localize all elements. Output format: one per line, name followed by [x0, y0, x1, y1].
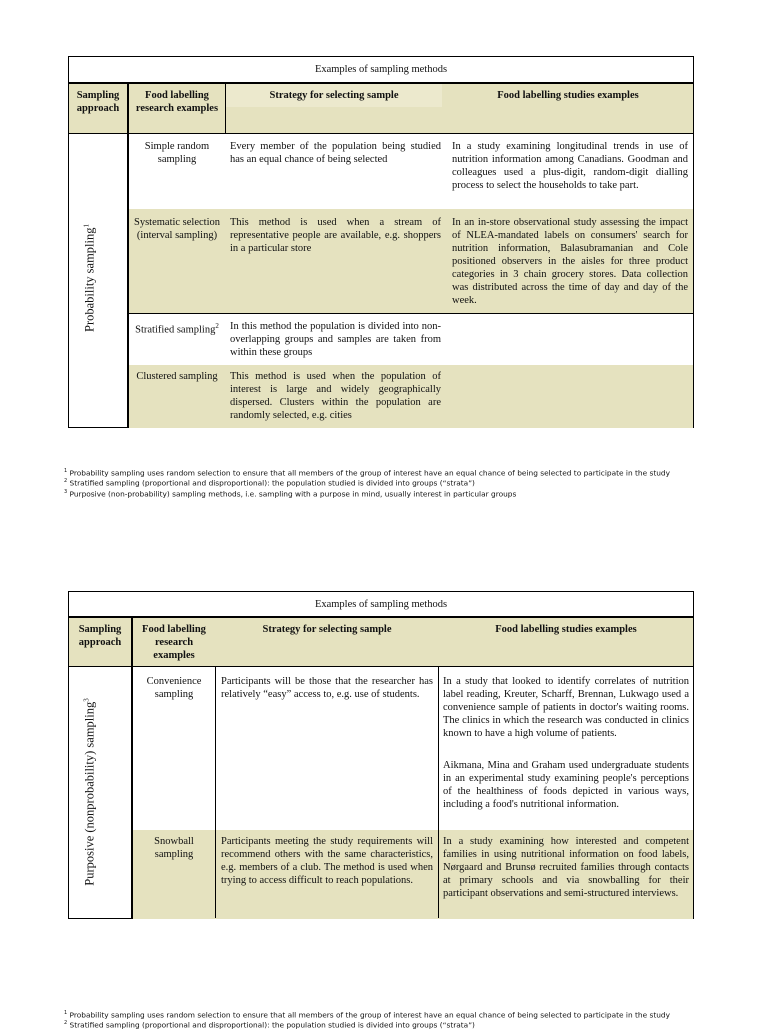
method-snowball: Snowball sampling — [154, 836, 194, 860]
row-separator — [129, 313, 693, 314]
header-strategy: Strategy for selecting sample — [262, 624, 392, 635]
footnote: $^2$ Stratified sampling (proportional and disproportional): the population studied is divided into groups (“strata”) — [64, 478, 475, 488]
method-clustered: Clustered sampling — [136, 371, 218, 382]
table-header-row — [69, 84, 693, 134]
header-studies-examples: Food labelling studies examples — [495, 624, 637, 635]
footnote: $^3$ Purposive (non-probability) sampling methods, i.e. sampling with a purpose in mind, usually interest in particular groups — [64, 489, 517, 499]
header-sampling-approach: Sampling approach — [78, 624, 122, 648]
table-header-row — [69, 618, 693, 667]
strategy-convenience: Participants will be those that the researcher has relatively “easy” access to, e.g. use of students. — [221, 676, 433, 700]
strategy-systematic: This method is used when a stream of representative people are available, e.g. shoppers in a particular store — [230, 217, 441, 254]
footnote: $^1$ Probability sampling uses random selection to ensure that all members of the group of interest have an equal chance of being selected to participate in the study — [64, 1010, 670, 1020]
approach-label-probability: Probability sampling$^1$ — [82, 223, 97, 333]
column-divider — [438, 667, 439, 918]
footnote: $^1$ Probability sampling uses random selection to ensure that all members of the group of interest have an equal chance of being selected to participate in the study — [64, 468, 670, 478]
method-convenience: Convenience sampling — [146, 676, 202, 700]
header-research-examples: Food labelling research examples — [142, 624, 206, 661]
header-research-examples: Food labelling research examples — [135, 90, 219, 114]
example-simple-random: In a study examining longitudinal trends in use of nutrition information among Canadians. Goodman and colleagues used a plus-digit, random-digit dialling process to select the households to take part. — [452, 141, 688, 191]
header-sampling-approach: Sampling approach — [76, 90, 120, 114]
example-snowball: In a study examining how interested and competent families in using nutritional information on food labels, Nørgaard and Brunsø recruited families through contacts at primary schools and via snowballing for their participant observations and semi-structured interviews. — [443, 836, 689, 899]
example-convenience: In a study that looked to identify correlates of nutrition label reading, Kreuter, Scharff, Brennan, Lukwago used a convenience sample of patients in doctor's waiting rooms. The clinics in which the research was conducted in clinics known to have a high volume of patients. — [443, 676, 689, 739]
approach-column-divider — [127, 84, 129, 427]
header-studies-examples: Food labelling studies examples — [497, 90, 639, 101]
sampling-table-probability — [68, 56, 694, 428]
footnote: $^2$ Stratified sampling (proportional and disproportional): the population studied is divided into groups (“strata”) — [64, 1020, 475, 1030]
approach-column-divider — [131, 618, 133, 918]
example-convenience-2: Aikmana, Mina and Graham used undergraduate students in an experimental study examining people's perceptions of the healthiness of foods depicted in various ways, including a food's nutritional information. — [443, 760, 689, 810]
strategy-snowball: Participants meeting the study requirements will recommend others with the same characteristics, e.g. members of a club. The method is used when trying to access difficult to reach populations. — [221, 836, 433, 886]
table-caption: Examples of sampling methods — [69, 57, 693, 84]
table-caption: Examples of sampling methods — [69, 592, 693, 618]
strategy-stratified: In this method the population is divided into non-overlapping groups and samples are taken from within these groups — [230, 321, 441, 358]
column-divider — [225, 84, 226, 134]
strategy-simple-random: Every member of the population being studied has an equal chance of being selected — [230, 141, 441, 165]
strategy-clustered: This method is used when the population of interest is large and widely geographically dispersed. Clusters within the population are randomly selected, e.g. cities — [230, 371, 441, 421]
approach-label-purposive: Purposive (nonprobability) sampling$^3$ — [82, 698, 97, 886]
method-simple-random: Simple random sampling — [144, 141, 210, 165]
column-divider — [215, 667, 216, 918]
example-systematic: In an in-store observational study assessing the impact of NLEA-mandated labels on consumers' search for nutrition information, Balasubramanian and Cole positioned observers in the aisles for three product categories in 3 chain grocery stores. Data collection was distributed across the time of day and day of the week. — [452, 217, 688, 306]
method-systematic: Systematic selection (interval sampling) — [133, 217, 221, 241]
header-strategy: Strategy for selecting sample — [226, 84, 442, 107]
row-separator — [129, 363, 693, 365]
sampling-table-purposive — [68, 591, 694, 919]
row-separator — [129, 207, 693, 209]
method-stratified: Stratified sampling$^2$ — [135, 322, 219, 336]
